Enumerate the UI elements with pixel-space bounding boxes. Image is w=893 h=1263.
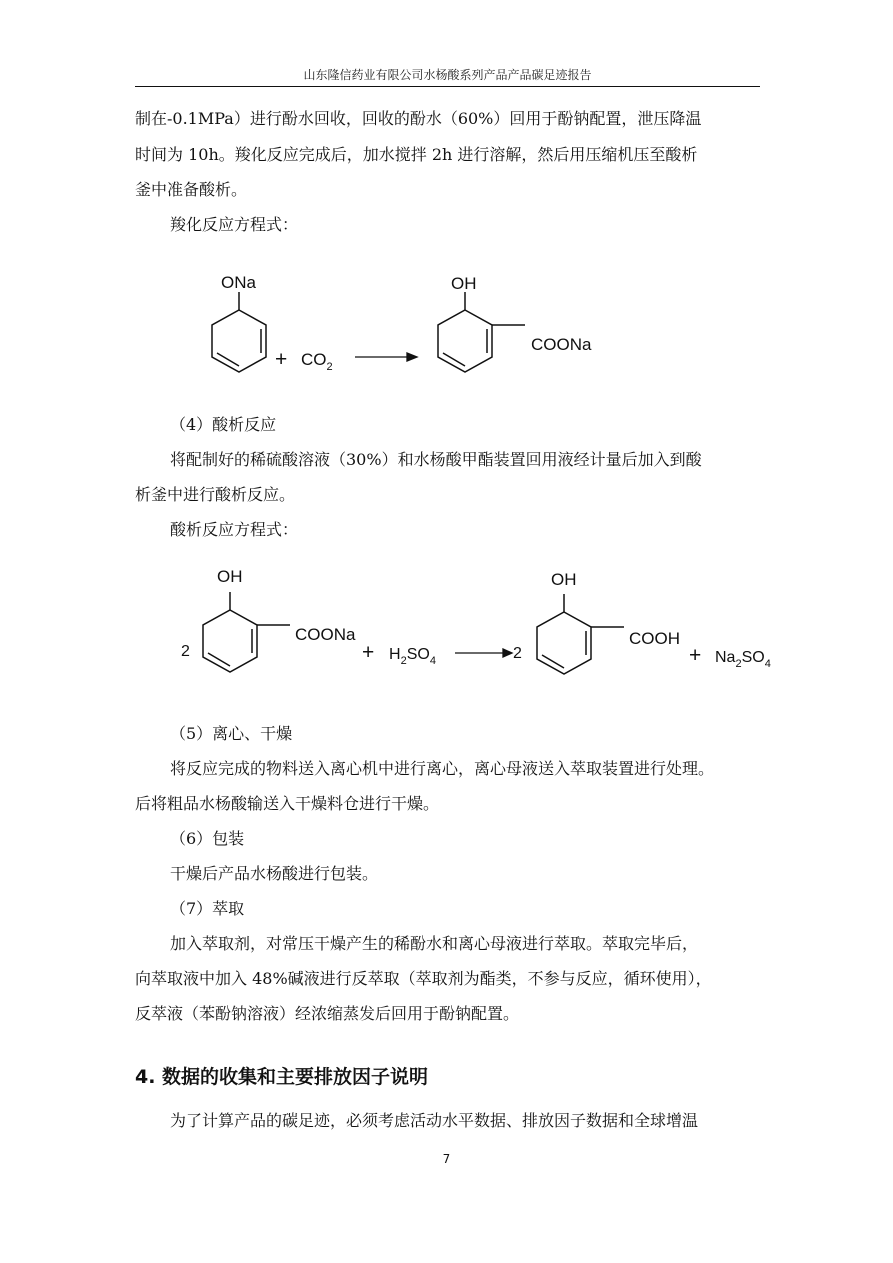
sodium-salicylate-structure <box>438 292 525 372</box>
left-top-label: OH <box>217 567 243 586</box>
sodium-salicylate-structure <box>203 592 290 672</box>
paragraph-line: 向萃取液中加入 48%碱液进行反萃取（萃取剂为酯类，不参与反应，循环使用）， <box>135 969 712 988</box>
sulfuric-acid-label: $H_2SO_4$ <box>389 646 436 667</box>
salicylic-acid-structure <box>537 594 624 674</box>
carboxylation-reaction-diagram <box>195 262 625 402</box>
paragraph-line: 后将粗品水杨酸输送入干燥料仓进行干燥。 <box>135 794 440 813</box>
right-side-label: COOH <box>629 629 680 648</box>
paragraph-line: 为了计算产品的碳足迹，必须考虑活动水平数据、排放因子数据和全球增温 <box>170 1111 699 1130</box>
paragraph-line: 将反应完成的物料送入离心机中进行离心，离心母液送入萃取装置进行处理。 <box>170 759 715 778</box>
page-header: 山东隆信药业有限公司水杨酸系列产品产品碳足迹报告 <box>303 68 592 82</box>
acidification-reaction-diagram <box>175 560 790 700</box>
reaction-arrow <box>455 649 512 657</box>
sodium-sulfate-label: $Na_2SO_4$ <box>715 649 771 670</box>
plus-sign: + <box>275 348 288 371</box>
reaction-arrow <box>355 353 417 361</box>
coefficient-right: 2 <box>513 645 522 662</box>
paragraph-line: 制在-0.1MPa）进行酚水回收，回收的酚水（60%）回用于酚钠配置，泄压降温 <box>135 109 702 128</box>
header-divider <box>135 86 760 87</box>
section-title: （6）包装 <box>170 829 245 848</box>
paragraph-line: 析釜中进行酸析反应。 <box>135 485 296 504</box>
paragraph-line: 将配制好的稀硫酸溶液（30%）和水杨酸甲酯装置回用液经计量后加入到酸 <box>170 450 702 469</box>
section-heading: 4. 数据的收集和主要排放因子说明 <box>135 1066 429 1088</box>
section-title: （4）酸析反应 <box>170 415 277 434</box>
right-top-label: OH <box>551 570 577 589</box>
co2-label: $CO_2$ <box>301 350 333 373</box>
equation-label: 酸析反应方程式： <box>170 520 299 539</box>
page-number: 7 <box>442 1152 451 1166</box>
section-title: （5）离心、干燥 <box>170 724 293 743</box>
sodium-phenoxide-structure <box>212 292 266 372</box>
plus-sign: + <box>362 641 375 664</box>
paragraph-line: 反萃液（苯酚钠溶液）经浓缩蒸发后回用于酚钠配置。 <box>135 1004 520 1023</box>
coefficient-left: 2 <box>181 643 190 660</box>
paragraph-line: 釜中准备酸析。 <box>135 180 248 199</box>
paragraph-line: 时间为 10h。羧化反应完成后，加水搅拌 2h 进行溶解，然后用压缩机压至酸析 <box>135 145 698 164</box>
paragraph-line: 加入萃取剂，对常压干燥产生的稀酚水和离心母液进行萃取。萃取完毕后， <box>170 934 699 953</box>
product-top-label: OH <box>451 274 477 293</box>
paragraph-line: 干燥后产品水杨酸进行包装。 <box>170 864 379 883</box>
product-side-label: COONa <box>531 335 592 354</box>
left-side-label: COONa <box>295 625 356 644</box>
plus-sign: + <box>689 644 702 667</box>
section-title: （7）萃取 <box>170 899 245 918</box>
reactant-group-label: ONa <box>221 273 256 292</box>
equation-label: 羧化反应方程式： <box>170 215 299 234</box>
